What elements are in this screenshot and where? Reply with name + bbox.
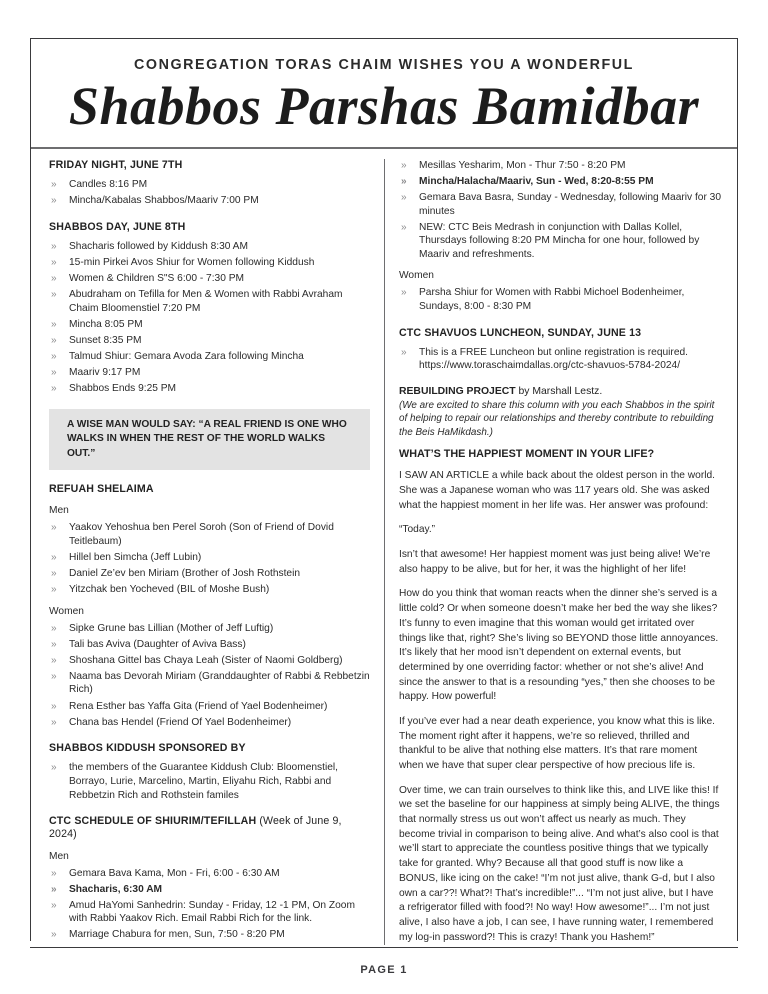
list-item: » Mincha/Halacha/Maariv, Sun - Wed, 8:20-8:55 PM [399,175,721,189]
list-item: » Rena Esther bas Yaffa Gita (Friend of Yael Bodenheimer) [49,700,370,714]
refuah-women-label: Women [49,605,84,617]
list-item: » Shoshana Gittel bas Chaya Leah (Sister of Naomi Goldberg) [49,654,370,668]
list-item: » Parsha Shiur for Women with Rabbi Michoel Bodenheimer, Sundays, 8:00 - 8:30 PM [399,286,721,313]
refuah-men-list [49,521,370,596]
schedule-women-label: Women [399,270,434,282]
kiddush-sponsor-list [49,761,370,802]
right-column [384,159,737,945]
list-item: » Abudraham on Tefilla for Men & Women with Rabbi Avraham Chaim Bloomenstiel 7:20 PM [49,288,370,315]
rebuilding-project-author: by Marshall Lestz. [518,385,603,397]
schedule-women-list [399,286,721,313]
refuah-women-list [49,622,370,729]
shavuos-luncheon-list [399,346,721,373]
page-frame [30,38,738,941]
list-item: » Mincha/Kabalas Shabbos/Maariv 7:00 PM [49,194,370,208]
article-paragraph: Isn’t that awesome! Her happiest moment was just being alive! We’re also happy to be alive, but for her, it was the highlight of her life! [399,549,711,575]
list-item: » Marriage Chabura for men, Sun, 7:50 - 8:20 PM [49,928,370,942]
list-item: » Naama bas Devorah Miriam (Granddaughter of Rabbi & Rebbetzin Rich) [49,670,370,697]
refuah-men-label: Men [49,505,69,517]
section-heading-kiddush-sponsor: SHABBOS KIDDUSH SPONSORED BY [49,742,246,755]
article-paragraph: Over time, we can train ourselves to think like this, and LIVE like this! If we set the baseline for our happiness at simply being ALIVE, the things that normally stress us out won’t affect us nearly as much. They become trivial in comparison to being alive. And what’s also cool is that we’ll start to appreciate the countless positive things that we typically take for granted. Why? Because all that good stuff is now like a BONUS, like icing on the cake! “I’m not just alive, thank G-d, but I also own a car??! What?! That’s incredible!”... “I’m not just alive, but I have a refrigerator filled with food?! No way! How awesome!”... I’m not just alive, I also have a job, I can see, I have running water, I remembered my log-in password?! This is crazy! Thank you Hashem!” [399,784,720,943]
shabbos-day-list [49,240,370,396]
masthead [31,39,737,149]
page-title: Shabbos Parshas Bamidbar [68,76,700,136]
schedule-men-label: Men [49,850,69,862]
ctc-schedule-title: CTC SCHEDULE OF SHIURIM/TEFILLAH [49,815,257,828]
list-item: » This is a FREE Luncheon but online registration is required. https://www.toraschaimdallas.org/ctc-shavuos-5784-2024/ [399,346,721,373]
list-item: » Mincha 8:05 PM [49,318,370,332]
list-item: » Candles 8:16 PM [49,178,370,192]
content-columns [31,149,737,945]
list-item: » Shacharis, 6:30 AM [49,883,370,897]
masthead-kicker: CONGREGATION TORAS CHAIM WISHES YOU A WONDERFUL [134,57,634,73]
list-item: » Gemara Bava Kama, Mon - Fri, 6:00 - 6:30 AM [49,867,370,881]
list-item: » Tali bas Aviva (Daughter of Aviva Bass) [49,638,370,652]
page-footer [30,947,738,976]
ctc-schedule-week-note: (Week of June 9, 2024) [49,815,342,841]
rebuilding-project-title: REBUILDING PROJECT [399,385,516,397]
list-item: » Maariv 9:17 PM [49,366,370,380]
left-column [31,159,384,945]
rebuilding-project-note: (We are excited to share this column with you each Shabbos in the spirit of helping to repair our relationships and thereby contribute to rebuilding the Beis HaMikdash.) [399,399,715,438]
section-heading-refuah-shelaima: REFUAH SHELAIMA [49,483,154,496]
list-item: » Sipke Grune bas Lillian (Mother of Jeff Luftig) [49,622,370,636]
rebuilding-project-byline [399,386,721,397]
wise-man-quote-text: A WISE MAN WOULD SAY: “A REAL FRIEND IS ONE WHO WALKS IN WHEN THE REST OF THE WORLD WALKS OUT.” [67,418,347,459]
list-item: » Shabbos Ends 9:25 PM [49,382,370,396]
article-paragraph: “Today.” [399,524,436,536]
list-item: » Hillel ben Simcha (Jeff Lubin) [49,551,370,565]
footer-divider [30,947,738,948]
wise-man-quote-box [49,409,370,470]
schedule-men-continued-list [399,159,721,261]
list-item: » Yaakov Yehoshua ben Perel Soroh (Son of Friend of Dovid Teitlebaum) [49,521,370,548]
page-number: PAGE 1 [360,964,408,976]
list-item: » 15-min Pirkei Avos Shiur for Women following Kiddush [49,256,370,270]
list-item: » Yitzchak ben Yocheved (BIL of Moshe Bush) [49,583,370,597]
list-item: » Amud HaYomi Sanhedrin: Sunday - Friday, 12 -1 PM, On Zoom with Rabbi Yaakov Rich. Email Rabbi Rich for the link. [49,899,370,926]
list-item: » Mesillas Yesharim, Mon - Thur 7:50 - 8:20 PM [399,159,721,173]
article-body [399,469,721,945]
section-heading-shavuos-luncheon: CTC SHAVUOS LUNCHEON, SUNDAY, JUNE 13 [399,326,642,339]
list-item: » Gemara Bava Basra, Sunday - Wednesday, following Maariv for 30 minutes [399,191,721,218]
friday-night-list [49,178,370,208]
schedule-men-list [49,867,370,942]
article-paragraph: I SAW AN ARTICLE a while back about the oldest person in the world. She was a Japanese woman who was 117 years old. She was asked what the happiest moment in her life was. Her answer was profound: [399,470,715,511]
list-item: » Shacharis followed by Kiddush 8:30 AM [49,240,370,254]
article-headline: WHAT’S THE HAPPIEST MOMENT IN YOUR LIFE? [399,448,655,461]
list-item: » Talmud Shiur: Gemara Avoda Zara following Mincha [49,350,370,364]
list-item: » Women & Children S"S 6:00 - 7:30 PM [49,272,370,286]
list-item: » Daniel Ze’ev ben Miriam (Brother of Josh Rothstein [49,567,370,581]
section-heading-shabbos-day: SHABBOS DAY, JUNE 8TH [49,220,186,233]
list-item: » NEW: CTC Beis Medrash in conjunction with Dallas Kollel, Thursdays following 8:20 PM Mincha for one hour, followed by Maariv and refreshments. [399,221,721,262]
section-heading-friday-night: FRIDAY NIGHT, JUNE 7TH [49,159,183,171]
list-item: » Sunset 8:35 PM [49,334,370,348]
list-item: » the members of the Guarantee Kiddush Club: Bloomenstiel, Borrayo, Lurie, Marcelino, Martin, Eliyahu Rich, Rabbi and Rebbetzin Rich and Rothstein familes [49,761,370,802]
article-paragraph: If you’ve ever had a near death experience, you know what this is like. The moment right after it happens, we’re so relieved, thrilled and thankful to be alive that nothing else matters. It’s that rare moment when we have that super clear perspective of how precious life is. [399,715,715,772]
list-item: » Chana bas Hendel (Friend Of Yael Bodenheimer) [49,716,370,730]
section-heading-ctc-schedule [49,815,370,841]
article-paragraph: How do you think that woman reacts when the dinner she’s served is a little cold? Or when someone doesn’t make her bed the way she likes? It’s funny to even imagine that this woman would get irritated over things like that, right? She’s living so BEYOND those little annoyances. It’s likely that her mood isn’t dependent on external events, but determined by one overriding factor: whether or not she’s alive! And since the answer to that is a resounding “yes,” then she chooses to be happy. How powerful! [399,588,719,703]
